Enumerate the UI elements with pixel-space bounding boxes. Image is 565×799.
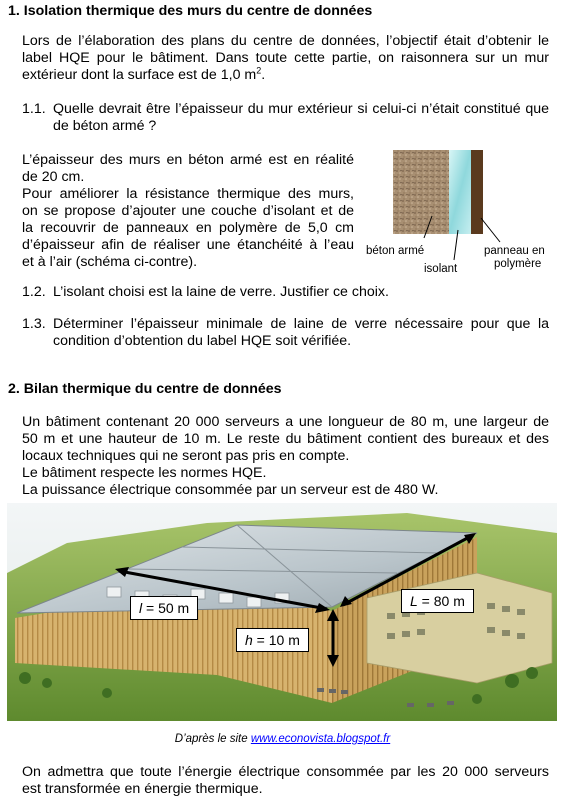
height-var: h [245, 632, 253, 648]
intro-line-2: label HQE pour le bâtiment. Dans toute cette partie, on raisonnera sur un mur [22, 50, 549, 66]
source-link[interactable]: www.econovista.blogspot.fr [250, 733, 391, 745]
para-line: on se propose d’ajouter une couche d’isolant et de [22, 203, 354, 219]
para-line: de 20 cm. [22, 169, 85, 185]
length-label [401, 589, 474, 613]
polymere-layer [471, 150, 483, 234]
para-line: L’épaisseur des murs en béton armé est en réalité [22, 152, 354, 168]
arrow-panneau [481, 218, 500, 242]
building-line: 50 m et une hauteur de 10 m. Le reste du bâtiment contient des bureaux et des [22, 431, 549, 447]
question-1-3-number: 1.3. [22, 316, 46, 332]
final-line-2: est transformée en énergie thermique. [22, 781, 263, 797]
building-paragraph [22, 414, 549, 499]
length-var: L [410, 593, 418, 609]
question-1-2-number: 1.2. [22, 284, 46, 300]
question-1-1-number: 1.1. [22, 101, 46, 117]
question-1-3-line-2: condition d’obtention du label HQE soit vérifiée. [53, 333, 352, 349]
superscript: 2 [256, 65, 262, 76]
label-polymere: polymère [494, 258, 542, 270]
final-line-1: On admettra que toute l’énergie électrique consommée par les 20 000 serveurs [22, 764, 549, 780]
arrow-isolant [454, 230, 458, 260]
building-line: Un bâtiment contenant 20 000 serveurs a une longueur de 80 m, une largeur de [22, 414, 549, 430]
wall-paragraph [22, 152, 354, 271]
label-isolant: isolant [424, 263, 458, 275]
para-line: et à l’air (schéma ci-contre). [22, 254, 198, 270]
label-panneau: panneau en [484, 245, 545, 257]
length-value: = 80 m [417, 593, 465, 609]
intro-line-3-end: . [261, 67, 266, 83]
building-line: Le bâtiment respecte les normes HQE. [22, 465, 267, 481]
intro-line-3-text: extérieur dont la surface est de 1,0 m [22, 67, 257, 83]
beton-layer [393, 150, 449, 234]
question-1-1-line-2: de béton armé ? [53, 118, 157, 134]
para-line: d’épaisseur afin de réaliser une étanchéité à l’eau [22, 237, 354, 253]
para-line: la recouvrir de panneaux en polymère de 5,0 cm [22, 220, 354, 236]
section1-title: 1. Isolation thermique des murs du centre de données [8, 3, 373, 19]
isolant-layer [449, 150, 471, 234]
intro-line-3 [22, 67, 265, 84]
section2-title: 2. Bilan thermique du centre de données [8, 381, 282, 397]
building-line: La puissance électrique consommée par un serveur est de 480 W. [22, 482, 439, 498]
question-1-1-line-1: Quelle devrait être l’épaisseur du mur extérieur si celui-ci n’était constitué que [53, 101, 549, 117]
question-1-3-line-1: Déterminer l’épaisseur minimale de laine de verre nécessaire pour que la [53, 316, 549, 332]
question-1-2: L’isolant choisi est la laine de verre. Justifier ce choix. [53, 284, 389, 300]
label-beton-arme: béton armé [366, 245, 425, 257]
image-caption [0, 732, 565, 746]
width-label [130, 596, 198, 620]
height-label [236, 628, 309, 652]
height-value: = 10 m [252, 632, 300, 648]
intro-line-1: Lors de l’élaboration des plans du centre de données, l’objectif était d’obtenir le [22, 33, 549, 49]
para-line: Pour améliorer la résistance thermique des murs, [22, 186, 354, 202]
datacenter-building-image [7, 503, 557, 721]
width-var: l [139, 600, 143, 616]
width-value: = 50 m [142, 600, 190, 616]
caption-prefix: D’après le site [174, 733, 251, 745]
building-line: locaux techniques qui ne seront pas pris en compte. [22, 448, 350, 464]
